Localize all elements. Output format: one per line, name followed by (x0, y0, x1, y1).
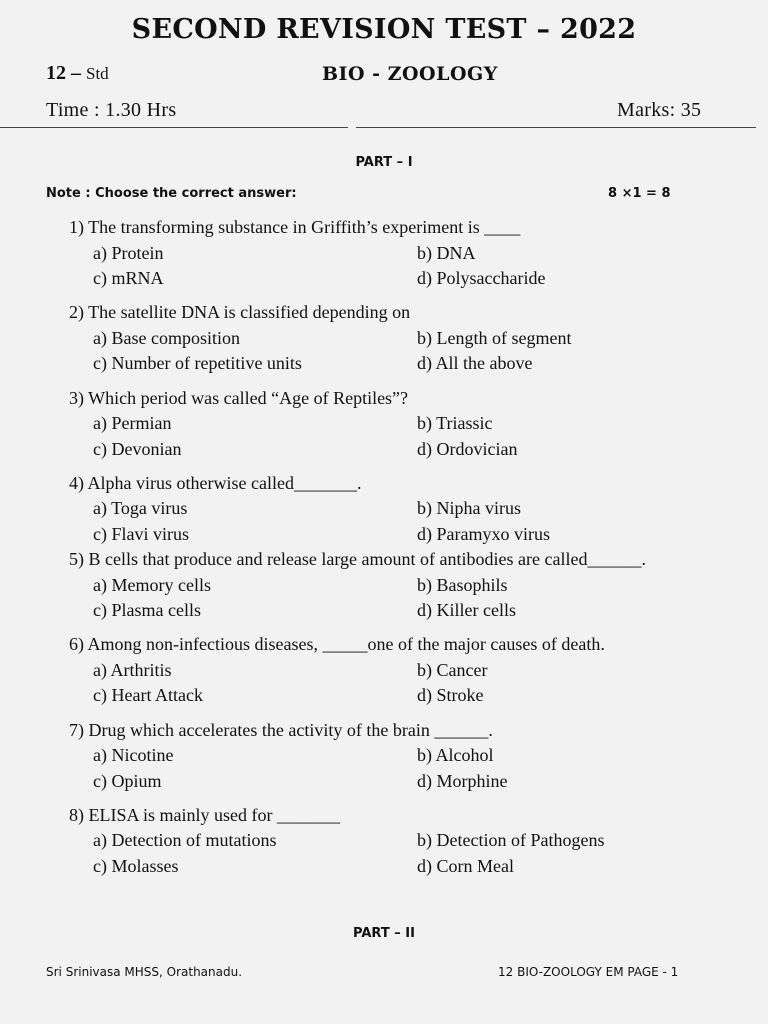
question-4-option-c: c) Flavi virus (93, 524, 189, 544)
question-4-option-d: d) Paramyxo virus (417, 524, 550, 544)
question-7-option-c: c) Opium (93, 771, 162, 791)
question-2-option-b: b) Length of segment (417, 328, 572, 348)
part-two-heading: PART – II (353, 926, 415, 941)
exam-marks: Marks: 35 (617, 99, 702, 121)
header-divider-left (0, 127, 348, 128)
question-3-option-a: a) Permian (93, 413, 172, 433)
question-5: 5) B cells that produce and release large amount of antibodies are called______. (69, 549, 646, 569)
question-7-option-b: b) Alcohol (417, 745, 494, 765)
question-5-option-a: a) Memory cells (93, 575, 211, 595)
exam-title: SECOND REVISION TEST – 2022 (131, 14, 637, 45)
question-3-option-b: b) Triassic (417, 413, 493, 433)
footer-page-info: 12 BIO-ZOOLOGY EM PAGE - 1 (498, 965, 679, 979)
question-4: 4) Alpha virus otherwise called_______. (69, 473, 362, 493)
exam-time: Time : 1.30 Hrs (46, 99, 177, 121)
question-3: 3) Which period was called “Age of Reptiles”? (69, 388, 409, 408)
header-divider-right (356, 127, 756, 128)
class-standard (46, 62, 109, 85)
question-2: 2) The satellite DNA is classified depending on (69, 302, 411, 322)
question-6: 6) Among non-infectious diseases, _____one of the major causes of death. (69, 634, 605, 654)
question-8-option-d: d) Corn Meal (417, 856, 514, 876)
question-3-option-d: d) Ordovician (417, 439, 518, 459)
footer-school-name: Sri Srinivasa MHSS, Orathanadu. (46, 965, 243, 979)
question-7: 7) Drug which accelerates the activity of the brain ______. (69, 720, 493, 740)
question-2-option-a: a) Base composition (93, 328, 240, 348)
question-8: 8) ELISA is mainly used for _______ (69, 805, 340, 825)
question-6-option-b: b) Cancer (417, 660, 488, 680)
question-1-option-b: b) DNA (417, 243, 476, 263)
part-one-score: 8 ×1 = 8 (608, 186, 671, 201)
question-7-option-d: d) Morphine (417, 771, 508, 791)
question-1-option-c: c) mRNA (93, 268, 164, 288)
question-5-option-d: d) Killer cells (417, 600, 516, 620)
question-6-option-a: a) Arthritis (93, 660, 172, 680)
question-1-option-d: d) Polysaccharide (417, 268, 546, 288)
question-4-option-b: b) Nipha virus (417, 498, 521, 518)
question-5-option-c: c) Plasma cells (93, 600, 201, 620)
question-1-option-a: a) Protein (93, 243, 164, 263)
std-label: Std (86, 64, 109, 83)
question-6-option-d: d) Stroke (417, 685, 484, 705)
question-6-option-c: c) Heart Attack (93, 685, 203, 705)
question-5-option-b: b) Basophils (417, 575, 508, 595)
question-3-option-c: c) Devonian (93, 439, 182, 459)
instruction-note: Note : Choose the correct answer: (46, 186, 297, 201)
subject-title: BIO - ZOOLOGY (322, 63, 498, 85)
question-7-option-a: a) Nicotine (93, 745, 174, 765)
question-8-option-c: c) Molasses (93, 856, 179, 876)
question-2-option-d: d) All the above (417, 353, 533, 373)
question-4-option-a: a) Toga virus (93, 498, 188, 518)
question-8-option-b: b) Detection of Pathogens (417, 830, 605, 850)
question-1: 1) The transforming substance in Griffith’s experiment is ____ (69, 217, 521, 237)
question-2-option-c: c) Number of repetitive units (93, 353, 302, 373)
part-one-heading: PART – I (355, 155, 413, 170)
std-number: 12 – (46, 62, 81, 84)
question-8-option-a: a) Detection of mutations (93, 830, 277, 850)
